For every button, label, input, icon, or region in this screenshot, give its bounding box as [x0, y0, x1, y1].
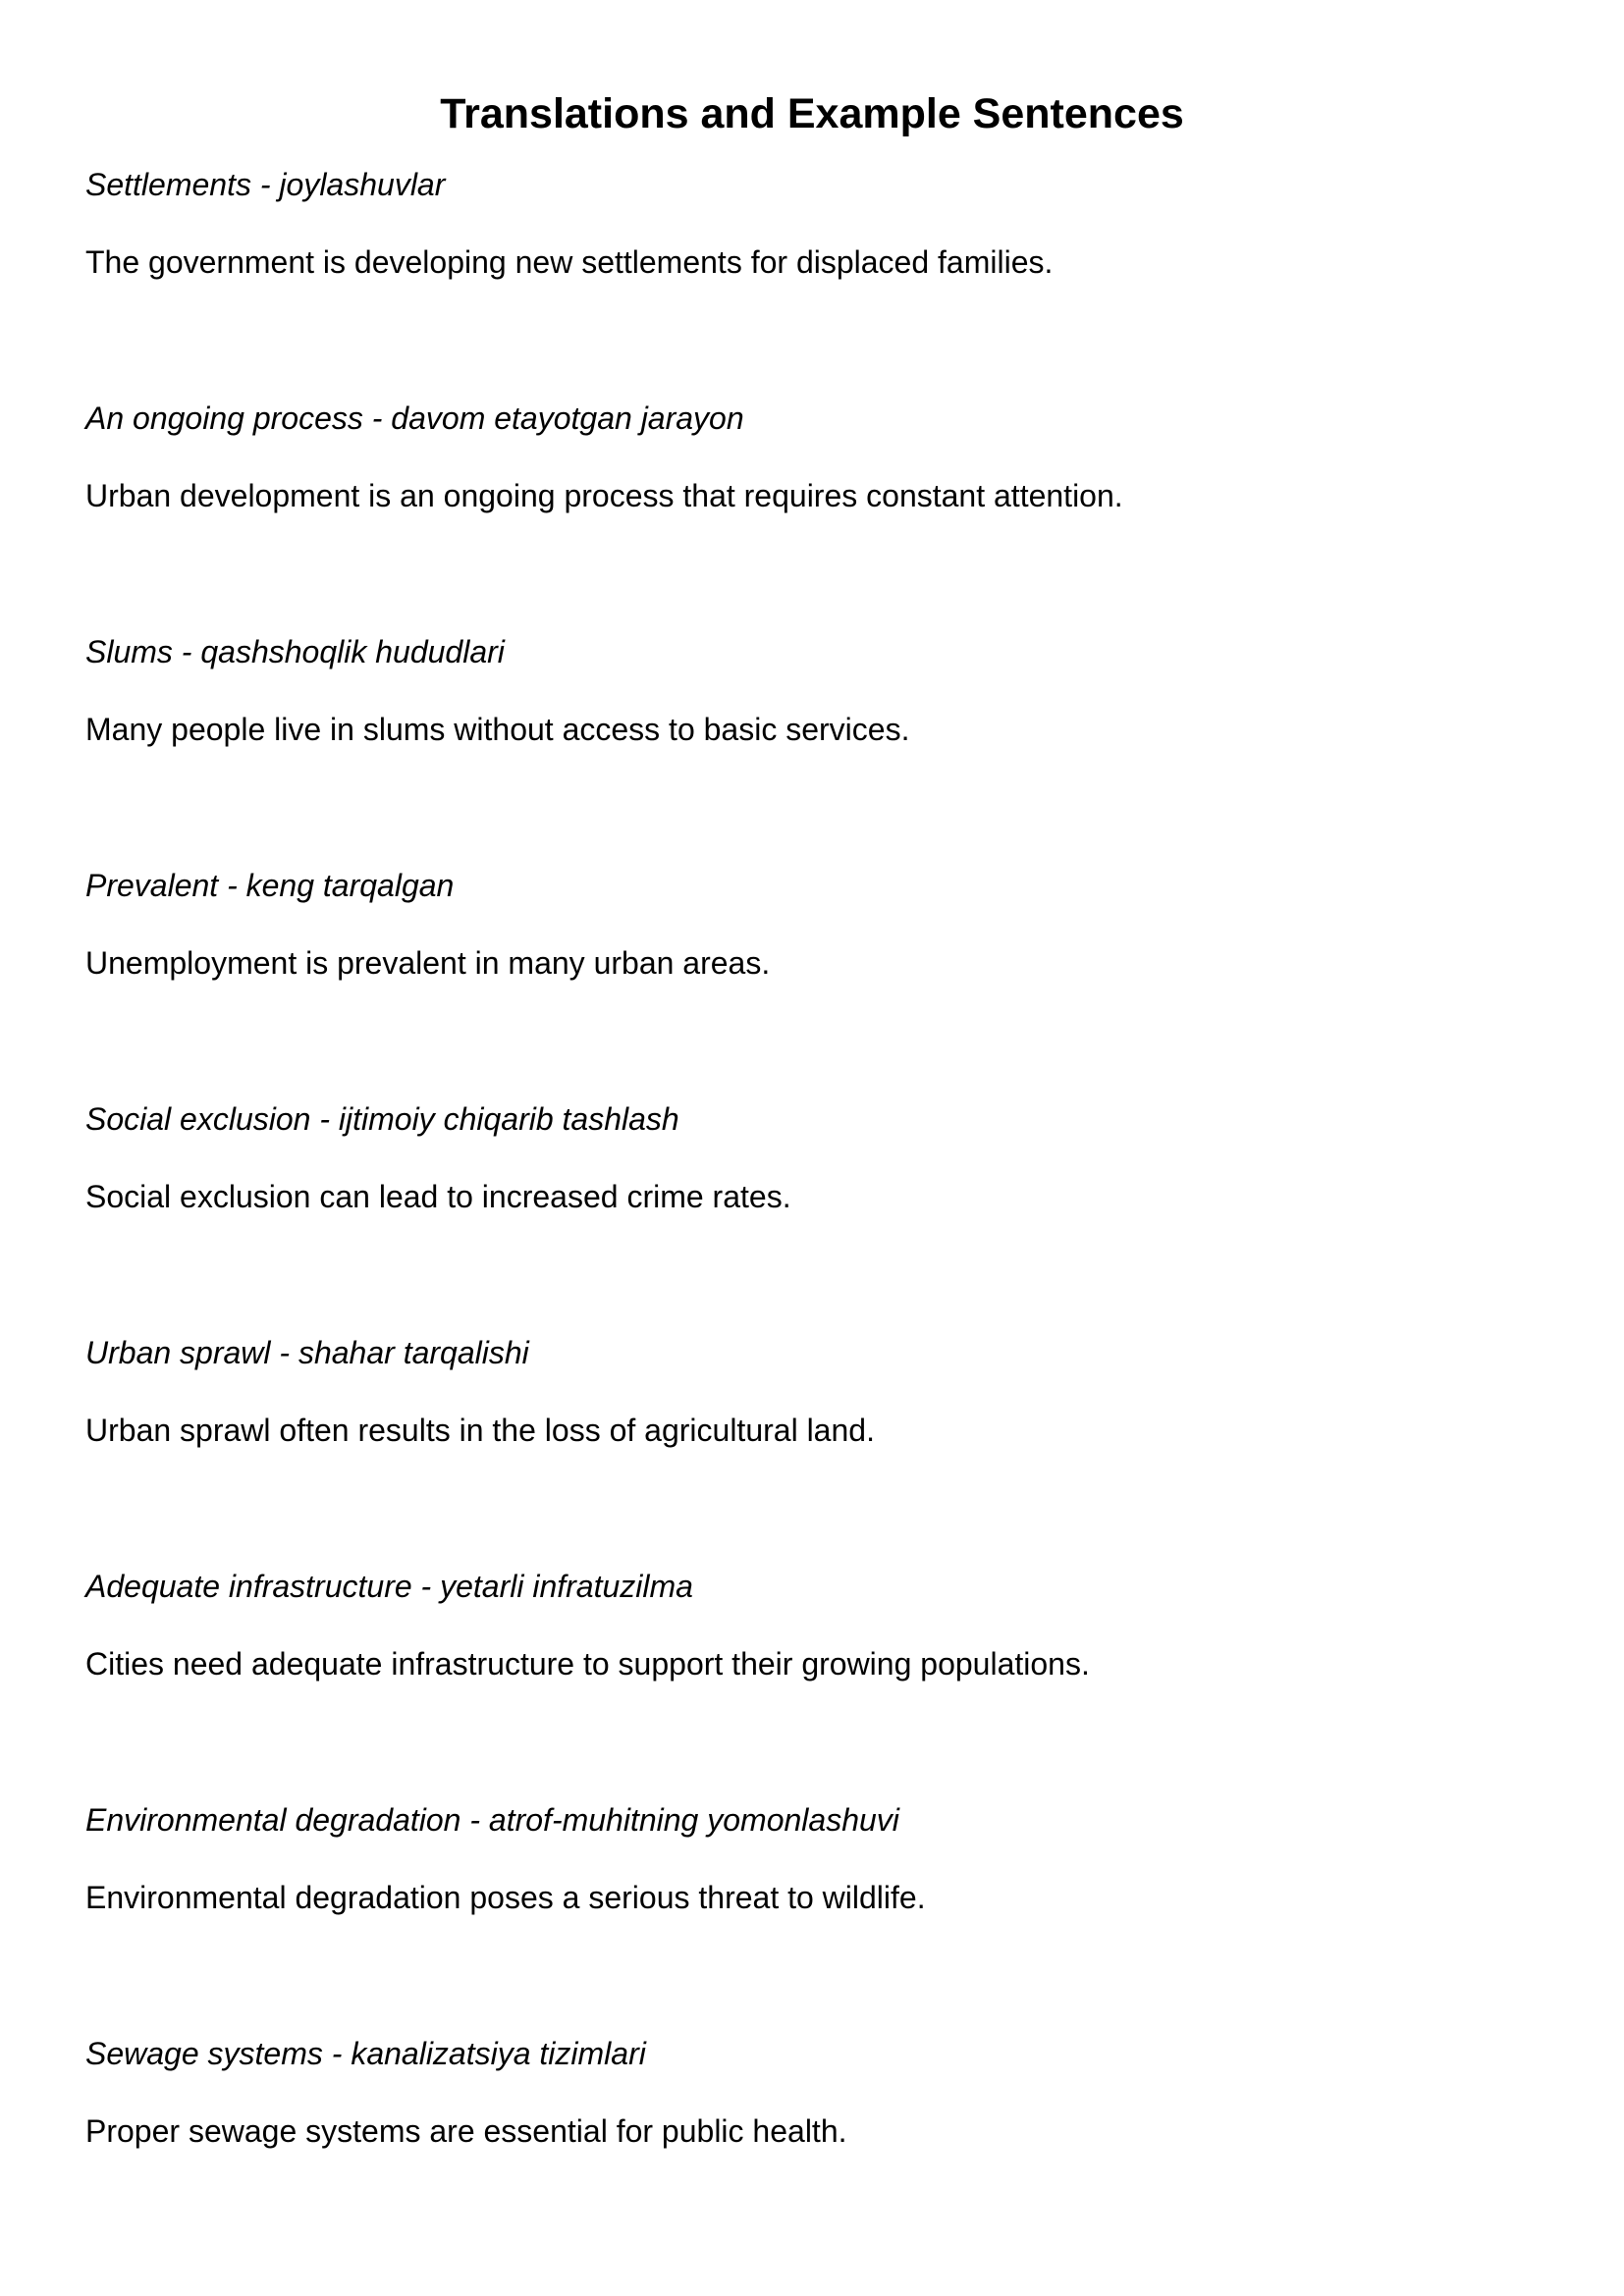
- list-item: [85, 165, 1539, 399]
- example-sentence: The government is developing new settlements for displaced families.: [85, 244, 1054, 280]
- list-item: [85, 632, 1539, 866]
- list-item: [85, 1800, 1539, 2034]
- example-sentence: Proper sewage systems are essential for public health.: [85, 2113, 847, 2149]
- example-sentence: Cities need adequate infrastructure to support their growing populations.: [85, 1646, 1090, 1682]
- list-item: [85, 1567, 1539, 1800]
- example-sentence: Urban development is an ongoing process that requires constant attention.: [85, 478, 1123, 513]
- example-sentence: Urban sprawl often results in the loss of agricultural land.: [85, 1413, 875, 1448]
- term-translation: Urban sprawl - shahar tarqalishi: [85, 1335, 529, 1370]
- list-item: [85, 1333, 1539, 1567]
- example-sentence: Environmental degradation poses a serious threat to wildlife.: [85, 1880, 926, 1915]
- example-sentence: Many people live in slums without access to basic services.: [85, 712, 910, 747]
- term-translation: Prevalent - keng tarqalgan: [85, 868, 455, 903]
- example-sentence: Social exclusion can lead to increased crime rates.: [85, 1179, 791, 1214]
- list-item: [85, 866, 1539, 1099]
- term-translation: Social exclusion - ijtimoiy chiqarib tashlash: [85, 1101, 679, 1137]
- term-translation: Settlements - joylashuvlar: [85, 167, 446, 202]
- example-sentence: Unemployment is prevalent in many urban areas.: [85, 945, 771, 981]
- term-translation: Slums - qashshoqlik hududlari: [85, 634, 505, 669]
- entry-list: [85, 165, 1539, 2268]
- term-translation: Environmental degradation - atrof-muhitning yomonlashuvi: [85, 1802, 899, 1838]
- term-translation: Adequate infrastructure - yetarli infratuzilma: [85, 1569, 693, 1604]
- list-item: [85, 399, 1539, 632]
- term-translation: An ongoing process - davom etayotgan jarayon: [85, 400, 744, 436]
- list-item: [85, 2034, 1539, 2268]
- term-translation: Sewage systems - kanalizatsiya tizimlari: [85, 2036, 646, 2071]
- page-title: Translations and Example Sentences: [440, 90, 1184, 137]
- list-item: [85, 1099, 1539, 1333]
